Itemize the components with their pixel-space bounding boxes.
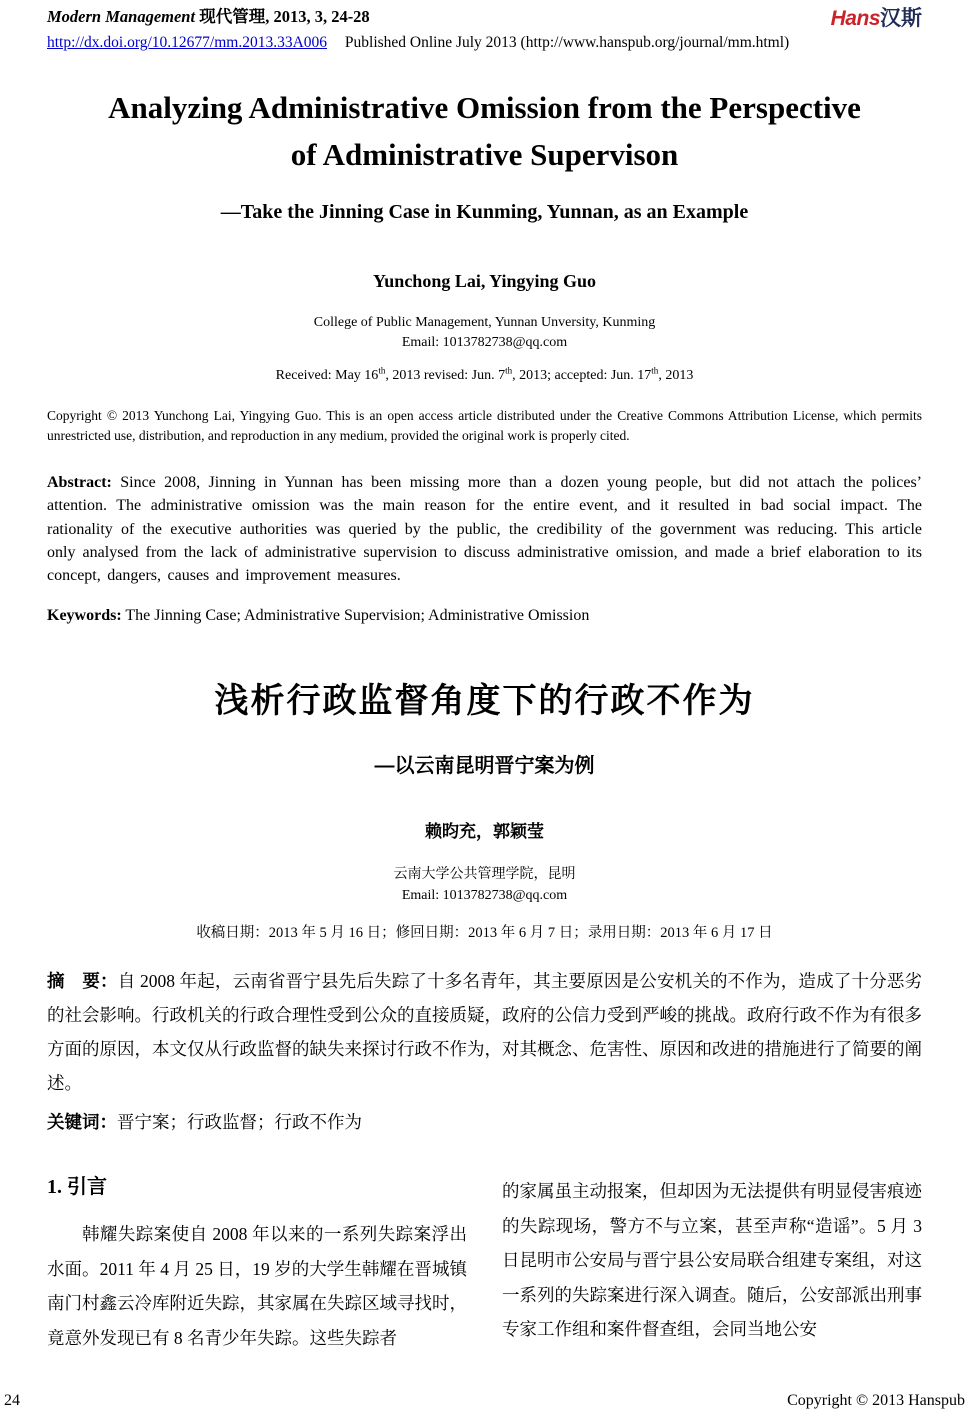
hans-logo-latin: Hans: [830, 7, 880, 30]
received-line-en: [47, 365, 922, 384]
abstract-label-en: Abstract:: [47, 474, 112, 491]
abstract-en: [47, 471, 922, 587]
affiliation-en: College of Public Management, Yunnan Unversity, Kunming: [313, 315, 656, 330]
affiliation-block-cn: [47, 864, 922, 906]
published-online-info: Published Online July 2013 (http://www.hanspub.org/journal/mm.html): [344, 34, 790, 51]
received-part: Received: May 16: [275, 368, 379, 383]
received-superscript: th: [651, 365, 659, 376]
journal-title-line: [47, 7, 370, 27]
abstract-label-cn: 摘 要：: [47, 971, 118, 992]
journal-issue-info: 现代管理, 2013, 3, 24-28: [199, 7, 370, 26]
two-column-body: [47, 1174, 922, 1355]
keywords-text-en: The Jinning Case; Administrative Supervision; Administrative Omission: [121, 607, 590, 625]
left-column-paragraph: 韩耀失踪案使自 2008 年以来的一系列失踪案浮出水面。2011 年 4 月 25 日，19 岁的大学生韩耀在晋城镇南门村鑫云冷库附近失踪，其家属在失踪区域寻找时，竟意外发现已有 8 名青少年失踪。这些失踪者: [47, 1224, 467, 1348]
received-superscript: th: [505, 365, 513, 376]
authors-en: Yunchong Lai, Yingying Guo: [372, 271, 597, 291]
left-column: [47, 1174, 467, 1355]
abstract-text-en: Since 2008, Jinning in Yunnan has been missing more than a dozen young people, but did not attach the polices’ attention. The administrative omission was the main reason for the entire event, and it resulted in bad social impact. The rationality of the executive authorities was queried by the public, the credibility of the government was reducing. This article only analysed from the lack of administrative supervision to discuss administrative omission, and made a brief elaboration to its concept, dangers, causes and improvement measures.: [47, 474, 922, 585]
keywords-cn: [47, 1109, 922, 1134]
section-1-number: 1.: [47, 1176, 67, 1199]
hans-logo-chinese: 汉斯: [880, 7, 922, 30]
received-line-cn: 收稿日期：2013 年 5 月 16 日；修回日期：2013 年 6 月 7 日；录用日期：2013 年 6 月 17 日: [196, 925, 773, 942]
hans-publisher-logo: [831, 7, 922, 30]
footer-copyright: Copyright © 2013 Hanspub: [787, 1392, 965, 1409]
email-en: Email: 1013782738@qq.com: [401, 335, 568, 350]
authors-cn: 赖昀充，郭颖莹: [425, 822, 544, 842]
doi-link[interactable]: http://dx.doi.org/10.12677/mm.2013.33A006: [47, 34, 328, 51]
keywords-en: [47, 607, 922, 625]
affiliation-cn: 云南大学公共管理学院，昆明: [393, 867, 576, 883]
article-title-line1: Analyzing Administrative Omission from the Perspective: [108, 90, 861, 125]
received-superscript: th: [378, 365, 386, 376]
right-column: [502, 1174, 922, 1355]
section-1-heading: [47, 1174, 467, 1200]
right-column-paragraph: 的家属虽主动报案，但却因为无法提供有明显侵害痕迹的失踪现场，警方不与立案，甚至声称“造谣”。5 月 3 日昆明市公安局与晋宁县公安局联合组建专案组，对这一系列的失踪案进行深入调查。随后，公安部派出刑事专家工作组和案件督查组，会同当地公安: [502, 1181, 922, 1340]
abstract-cn: [47, 964, 922, 1100]
received-part: , 2013 revised: Jun. 7: [385, 368, 506, 383]
article-title-line2: of Administrative Supervison: [290, 137, 679, 172]
section-1-title: 引言: [67, 1176, 107, 1199]
keywords-label-en: Keywords:: [47, 607, 122, 625]
page-number: 24: [4, 1392, 20, 1409]
page-header: [47, 0, 922, 53]
article-subtitle-en: —Take the Jinning Case in Kunming, Yunnan, as an Example: [220, 201, 749, 223]
page-footer: [4, 1392, 965, 1410]
email-cn: Email: 1013782738@qq.com: [401, 888, 568, 904]
copyright-notice: Copyright © 2013 Yunchong Lai, Yingying Guo. This is an open access article distributed under the Creative Commons Attribution License, which permits unrestricted use, distribution, and reproduction in any medium, provided the original work is properly cited.: [47, 408, 922, 443]
received-part: , 2013; accepted: Jun. 17: [512, 368, 652, 383]
article-title-cn: 浅析行政监督角度下的行政不作为: [214, 682, 755, 721]
received-part: , 2013: [658, 368, 694, 383]
abstract-text-cn: 自 2008 年起，云南省晋宁县先后失踪了十多名青年，其主要原因是公安机关的不作为，造成了十分恶劣的社会影响。行政机关的行政合理性受到公众的直接质疑，政府的公信力受到严峻的挑战。政府行政不作为有很多方面的原因，本文仅从行政监督的缺失来探讨行政不作为，对其概念、危害性、原因和改进的措施进行了简要的阐述。: [47, 971, 923, 1094]
affiliation-block-en: [47, 313, 922, 353]
article-subtitle-cn: —以云南昆明晋宁案为例: [374, 755, 595, 778]
journal-name: Modern Management: [47, 7, 196, 26]
keywords-label-cn: 关键词：: [47, 1112, 117, 1133]
doi-line: [47, 33, 922, 53]
keywords-text-cn: 晋宁案；行政监督；行政不作为: [117, 1112, 362, 1133]
article-title-en: [47, 84, 922, 178]
